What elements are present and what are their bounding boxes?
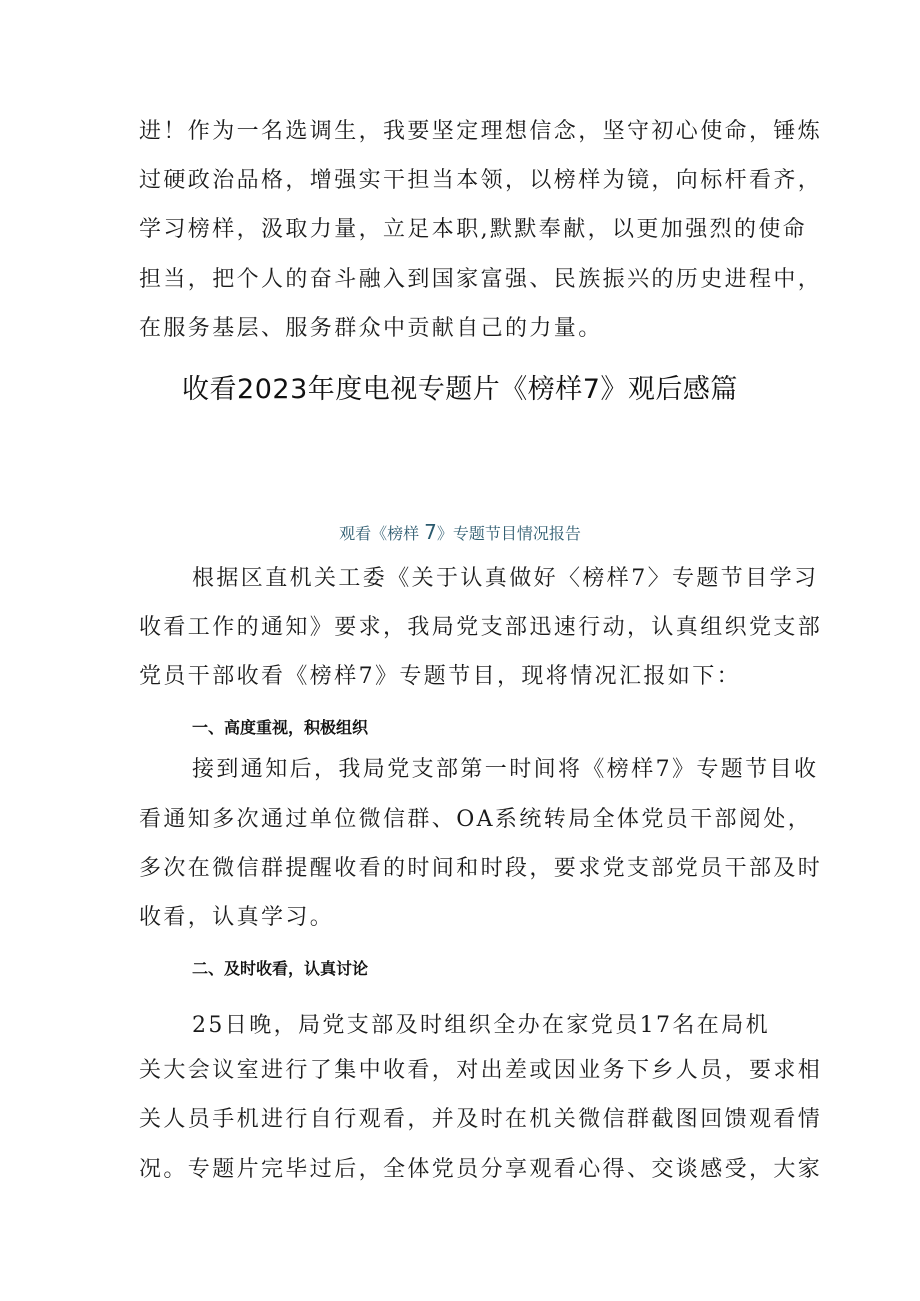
text-line: 况。专题片完毕过后，全体党员分享观看心得、交谈感受，大家: [139, 1157, 823, 1182]
text-line: 收看工作的通知》要求，我局党支部迅速行动，认真组织党支部: [139, 615, 823, 640]
text-line: 根据区直机关工委《关于认真做好〈榜样7〉专题节目学习: [192, 566, 819, 591]
text-line: 关人员手机进行自行观看，并及时在机关微信群截图回馈观看情: [139, 1107, 823, 1132]
text-line: 担当，把个人的奋斗融入到国家富强、民族振兴的历史进程中，: [139, 267, 823, 292]
section-heading: 二、及时收看，认真讨论: [192, 959, 369, 978]
report-title-part: 观看《榜样: [339, 524, 425, 543]
main-heading: 收看2023年度电视专题片《榜样7》观后感篇: [182, 374, 738, 405]
text-line: 进！作为一名选调生，我要坚定理想信念，坚守初心使命，锤炼: [139, 119, 823, 144]
report-title-number: 7: [424, 520, 437, 544]
text-line: 接到通知后，我局党支部第一时间将《榜样7》专题节目收: [192, 757, 819, 782]
text-line: 过硬政治品格，增强实干担当本领，以榜样为镜，向标杆看齐，: [139, 168, 823, 193]
report-title-part: 》专题节目情况报告: [436, 524, 581, 543]
text-line: 党员干部收看《榜样7》专题节目，现将情况汇报如下：: [139, 664, 741, 689]
report-title: [0, 520, 920, 546]
text-line: 25日晚，局党支部及时组织全办在家党员17名在局机: [192, 1013, 770, 1038]
text-line: 学习榜样，汲取力量，立足本职,默默奉献，以更加强烈的使命: [139, 217, 808, 242]
text-line: 收看，认真学习。: [139, 905, 335, 930]
text-line: 关大会议室进行了集中收看，对出差或因业务下乡人员，要求相: [139, 1058, 823, 1083]
text-line: 多次在微信群提醒收看的时间和时段，要求党支部党员干部及时: [139, 856, 823, 881]
section-heading: 一、高度重视，积极组织: [192, 718, 369, 737]
text-line: 在服务基层、服务群众中贡献自己的力量。: [139, 316, 603, 341]
text-line: 看通知多次通过单位微信群、OA系统转局全体党员干部阅处，: [139, 807, 813, 832]
